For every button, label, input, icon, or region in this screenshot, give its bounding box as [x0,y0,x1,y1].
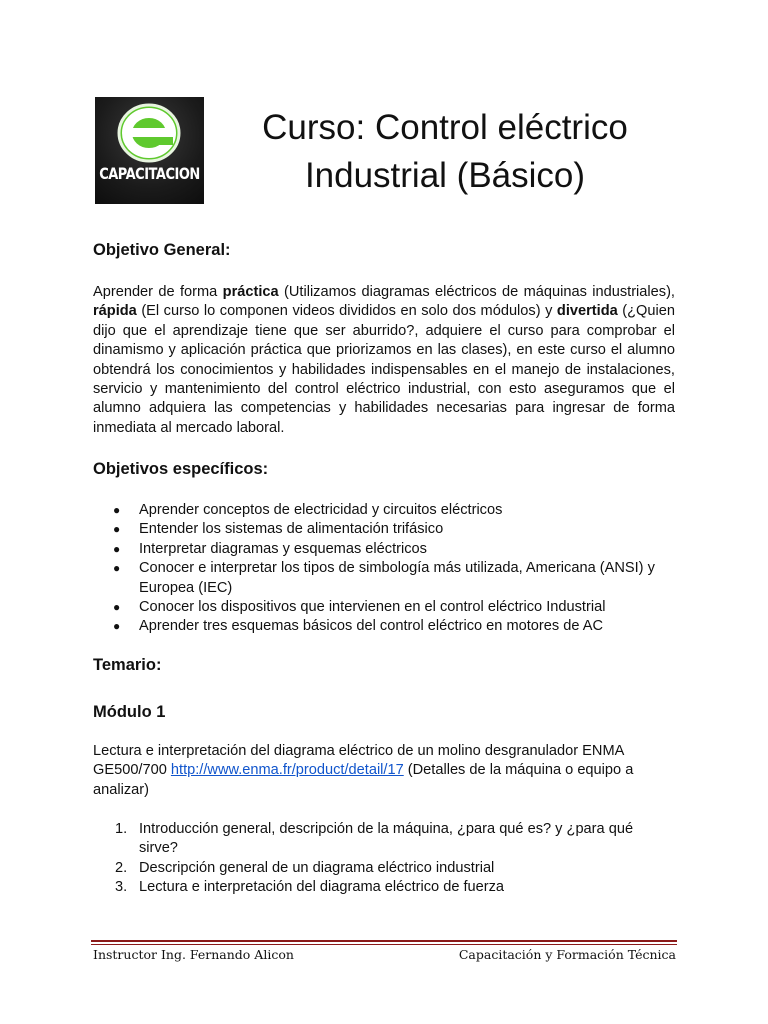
list-item [93,559,663,598]
intro-text-after: (Detalles de la máquina o equipo a analizar) [93,762,634,798]
logo-text: CAPACITACION [99,165,200,184]
list-number: 1. [115,821,128,837]
bullet-icon: ● [113,619,121,634]
para-text-3: (El curso lo componen videos divididos en solo dos módulos) y [136,303,557,320]
objetivo-general-heading: Objetivo General: [93,241,231,259]
list-number: 3. [115,879,128,896]
objetivos-especificos-heading: Objetivos específicos: [93,460,269,478]
para-text-2: (Utilizamos diagramas eléctricos de máquinas industriales), [278,284,675,300]
list-item-text: Interpretar diagramas y esquemas eléctricos [139,540,427,557]
list-item [93,859,675,878]
list-item-text: Aprender conceptos de electricidad y circuitos eléctricos [139,502,503,518]
modulo-1-heading: Módulo 1 [93,703,166,721]
para-text-1: Aprender de forma [93,284,223,300]
list-item [93,540,663,559]
modulo-1-intro [93,742,675,800]
bullet-icon: ● [113,561,121,576]
bullet-icon: ● [113,600,121,615]
para-text-4: (¿Quien dijo que el aprendizaje tiene que ser aburrido?, adquiere el curso para comprobar el dinamismo y aplicación práctica que priorizamos en las clases), en este curso el alumno obtendrá los conocimientos y habilidades indispensables en el manejo de instalaciones, servicio y mantenimiento del control eléctrico industrial, con esto aseguramos que el alumno adquiera las competencias y habilidades necesarias para ingresar de forma inmediata al mercado laboral. [93,303,675,436]
para-bold-practica: práctica [222,284,279,300]
objetivos-list [93,501,663,637]
title-line-1: Curso: Control eléctrico [262,108,628,147]
bullet-icon: ● [113,522,121,537]
list-item-text: Entender los sistemas de alimentación trifásico [139,521,444,538]
enma-product-link[interactable]: http://www.enma.fr/product/detail/17 [170,762,404,779]
para-bold-divertida: divertida [556,303,618,320]
modulo-1-list [93,820,675,898]
list-item [93,520,663,539]
bullet-icon: ● [113,541,121,556]
footer-divider [91,940,677,942]
footer-divider-thin [91,944,677,945]
list-item [93,501,663,520]
capacitacion-logo [95,97,204,204]
footer-instructor: Instructor Ing. Fernando Alicon [93,947,294,962]
list-number: 2. [115,859,128,876]
list-item-text: Descripción general de un diagrama eléctrico industrial [139,859,495,876]
list-item [93,617,663,636]
list-item-text: Introducción general, descripción de la máquina, ¿para qué es? y ¿para qué sirve? [139,821,634,857]
temario-heading: Temario: [93,656,162,674]
logo-e-icon [95,97,204,204]
list-item-text: Aprender tres esquemas básicos del control eléctrico en motores de AC [139,618,603,635]
para-bold-rapida: rápida [93,303,137,320]
list-item-text: Lectura e interpretación del diagrama eléctrico de fuerza [139,879,505,896]
list-item-text: Conocer los dispositivos que intervienen en el control eléctrico Industrial [139,599,606,616]
title-line-2: Industrial (Básico) [304,156,586,195]
list-item [93,878,675,897]
list-item [93,598,663,617]
bullet-icon: ● [113,503,121,517]
intro-text-before: Lectura e interpretación del diagrama eléctrico de un molino desgranulador ENMA GE500/700 [93,743,624,779]
list-item-text: Conocer e interpretar los tipos de simbología más utilizada, Americana (ANSI) y Europea (IEC) [139,560,655,596]
objetivo-general-paragraph [93,283,675,438]
footer-organization: Capacitación y Formación Técnica [458,947,676,962]
list-item [93,820,675,859]
